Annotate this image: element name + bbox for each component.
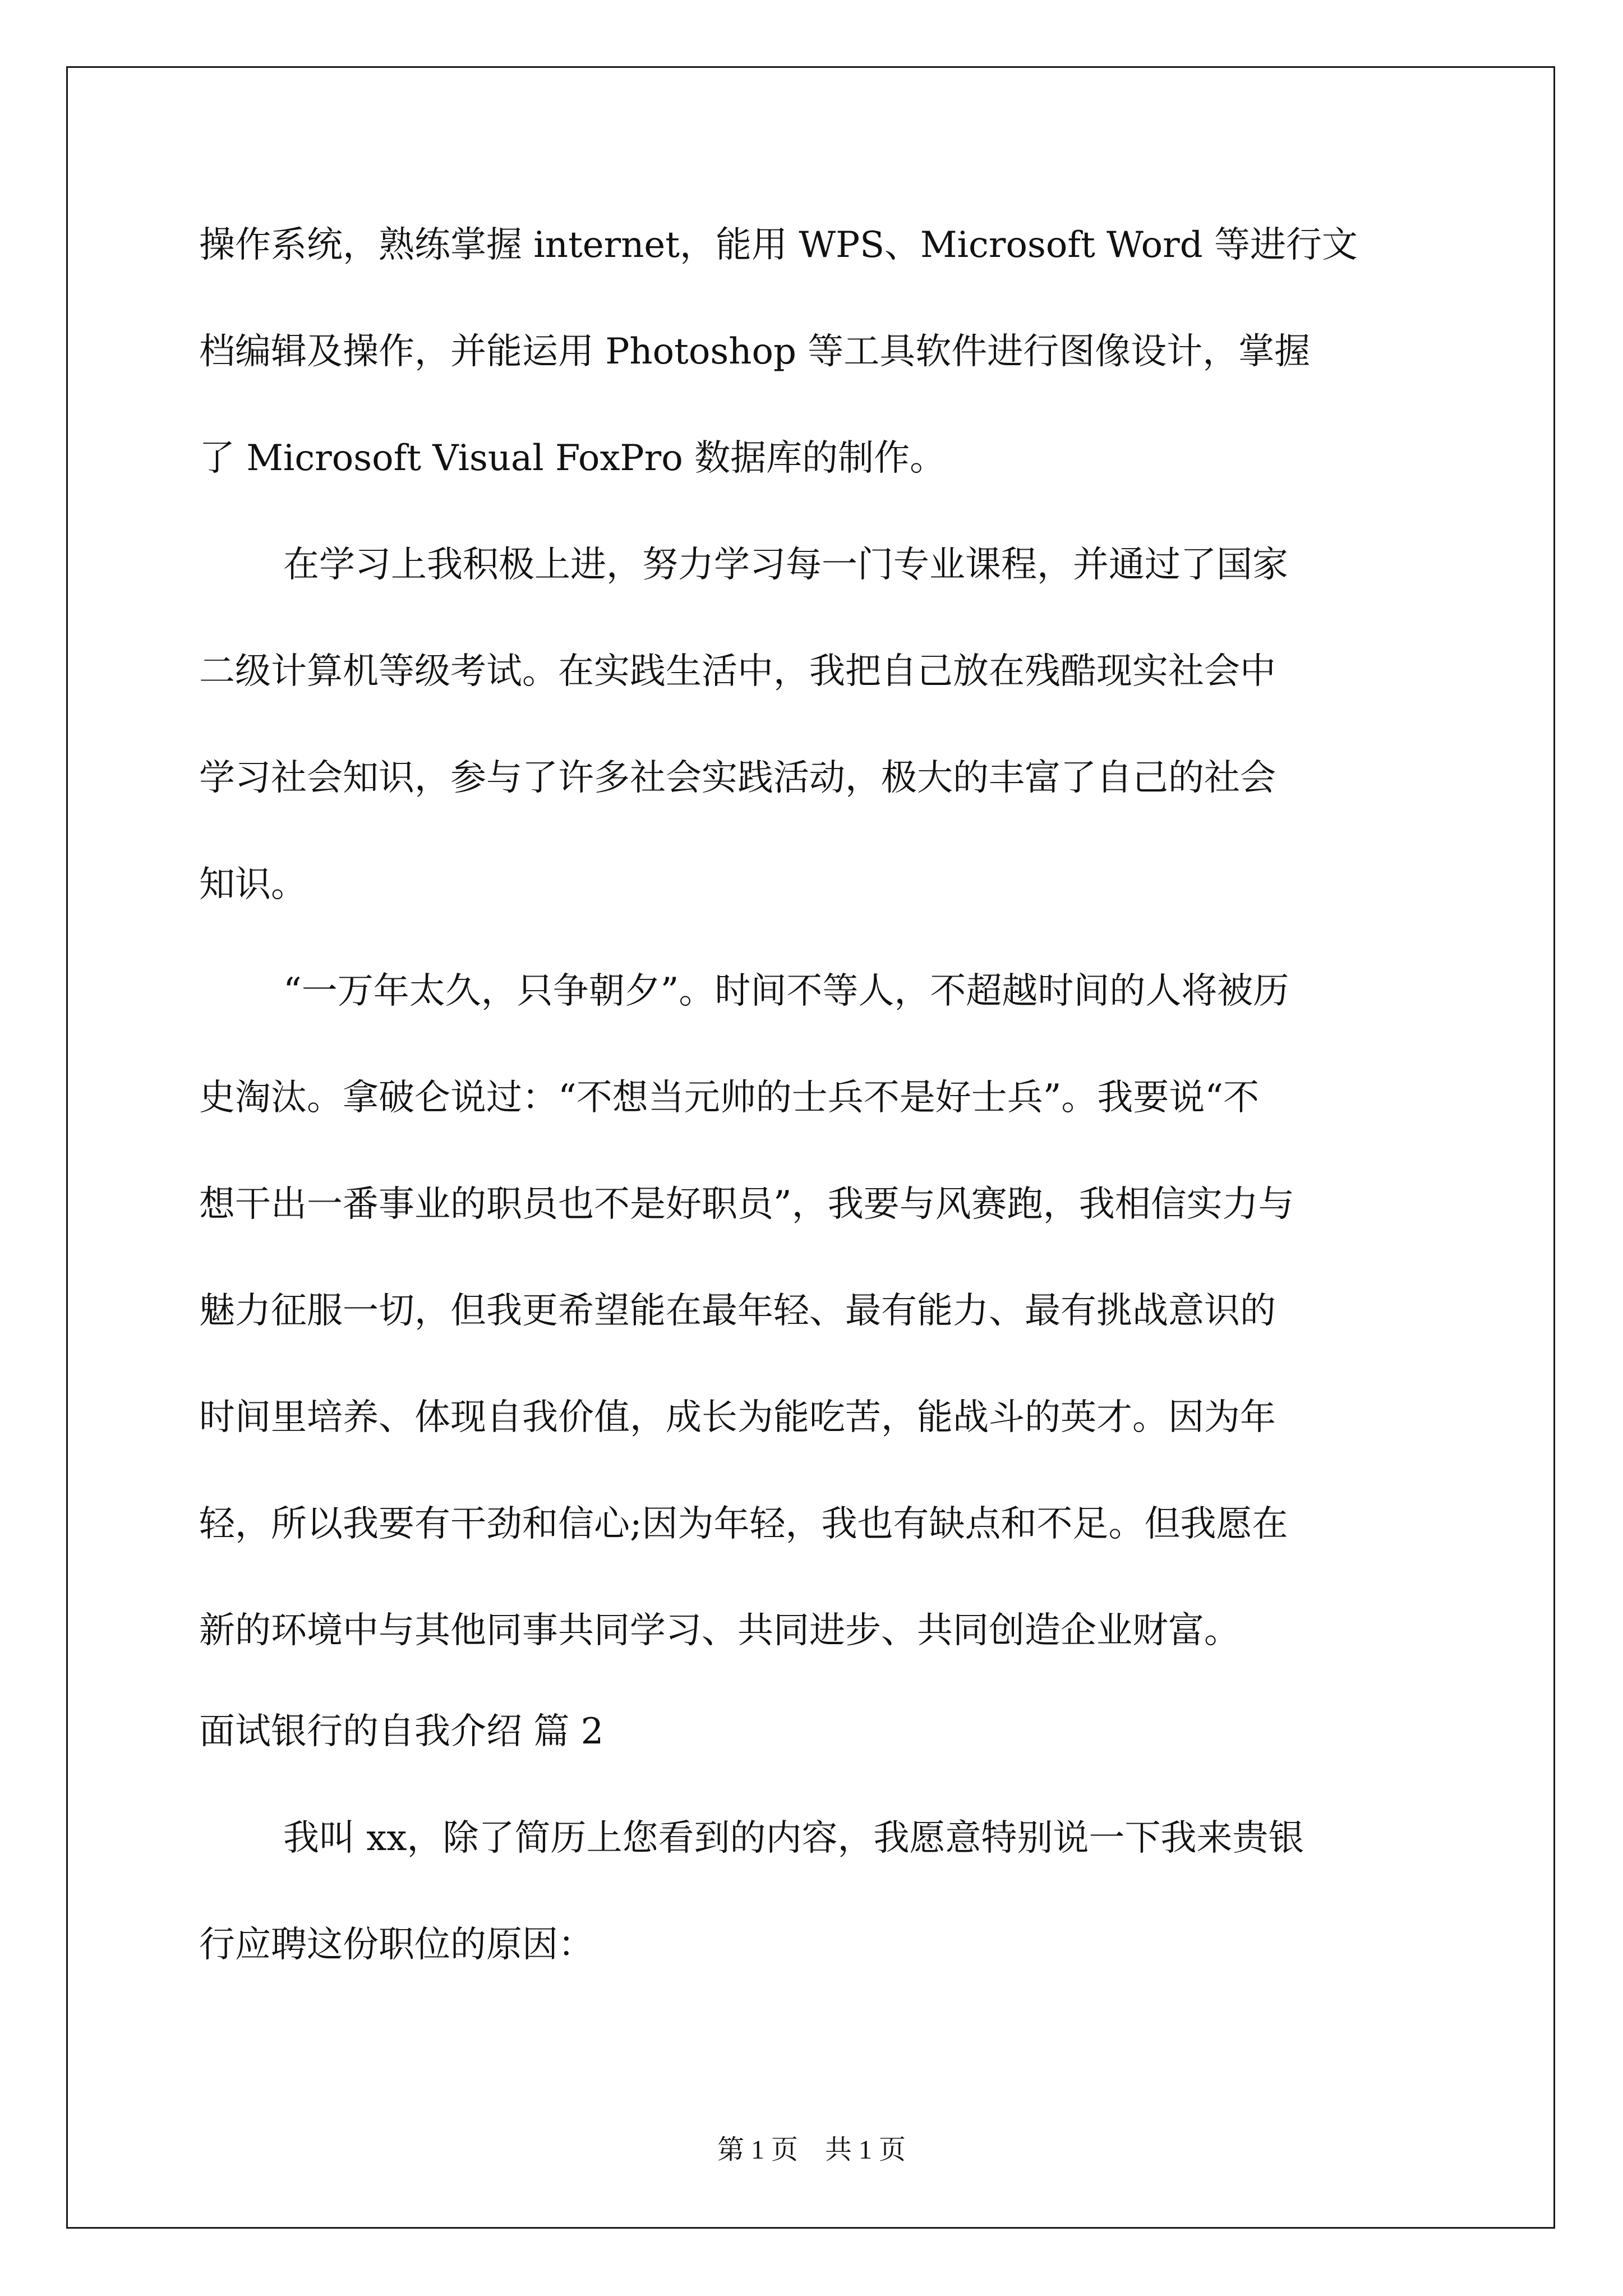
paragraph-line: 我叫 xx，除了简历上您看到的内容，我愿意特别说一下我来贵银 — [283, 1818, 1304, 1859]
paragraph-line: 学习社会知识，参与了许多社会实践活动，极大的丰富了自己的社会 — [199, 757, 1276, 799]
paragraph-line: 档编辑及操作，并能运用 Photoshop 等工具软件进行图像设计，掌握 — [199, 331, 1311, 372]
paragraph-line: 轻，所以我要有干劲和信心;因为年轻，我也有缺点和不足。但我愿在 — [199, 1503, 1288, 1545]
paragraph-line: 了 Microsoft Visual FoxPro 数据库的制作。 — [199, 438, 946, 479]
paragraph-line: 在学习上我积极上进，努力学习每一门专业课程，并通过了国家 — [283, 544, 1288, 586]
page-number-footer: 第 1 页 共 1 页 — [717, 2135, 906, 2165]
paragraph-line: 时间里培养、体现自我价值，成长为能吃苦，能战斗的英才。因为年 — [199, 1397, 1276, 1438]
paragraph-line: 二级计算机等级考试。在实践生活中，我把自己放在残酷现实社会中 — [199, 651, 1276, 692]
paragraph-line: 新的环境中与其他同事共同学习、共同进步、共同创造企业财富。 — [199, 1610, 1240, 1651]
paragraph-line: 想干出一番事业的职员也不是好职员”，我要与风赛跑，我相信实力与 — [199, 1184, 1294, 1225]
paragraph-line: “一万年太久，只争朝夕”。时间不等人，不超越时间的人将被历 — [283, 970, 1289, 1012]
paragraph-line: 知识。 — [199, 864, 307, 905]
paragraph-line: 魅力征服一切，但我更希望能在最年轻、最有能力、最有挑战意识的 — [199, 1290, 1276, 1332]
paragraph-line: 史淘汰。拿破仑说过：“不想当元帅的士兵不是好士兵”。我要说“不 — [199, 1077, 1260, 1119]
section-heading: 面试银行的自我介绍 篇 2 — [199, 1711, 604, 1752]
page-border — [66, 66, 1555, 2229]
paragraph-line: 行应聘这份职位的原因： — [199, 1924, 594, 1966]
paragraph-line: 操作系统，熟练掌握 internet，能用 WPS、Microsoft Word 等进行文 — [199, 224, 1358, 266]
